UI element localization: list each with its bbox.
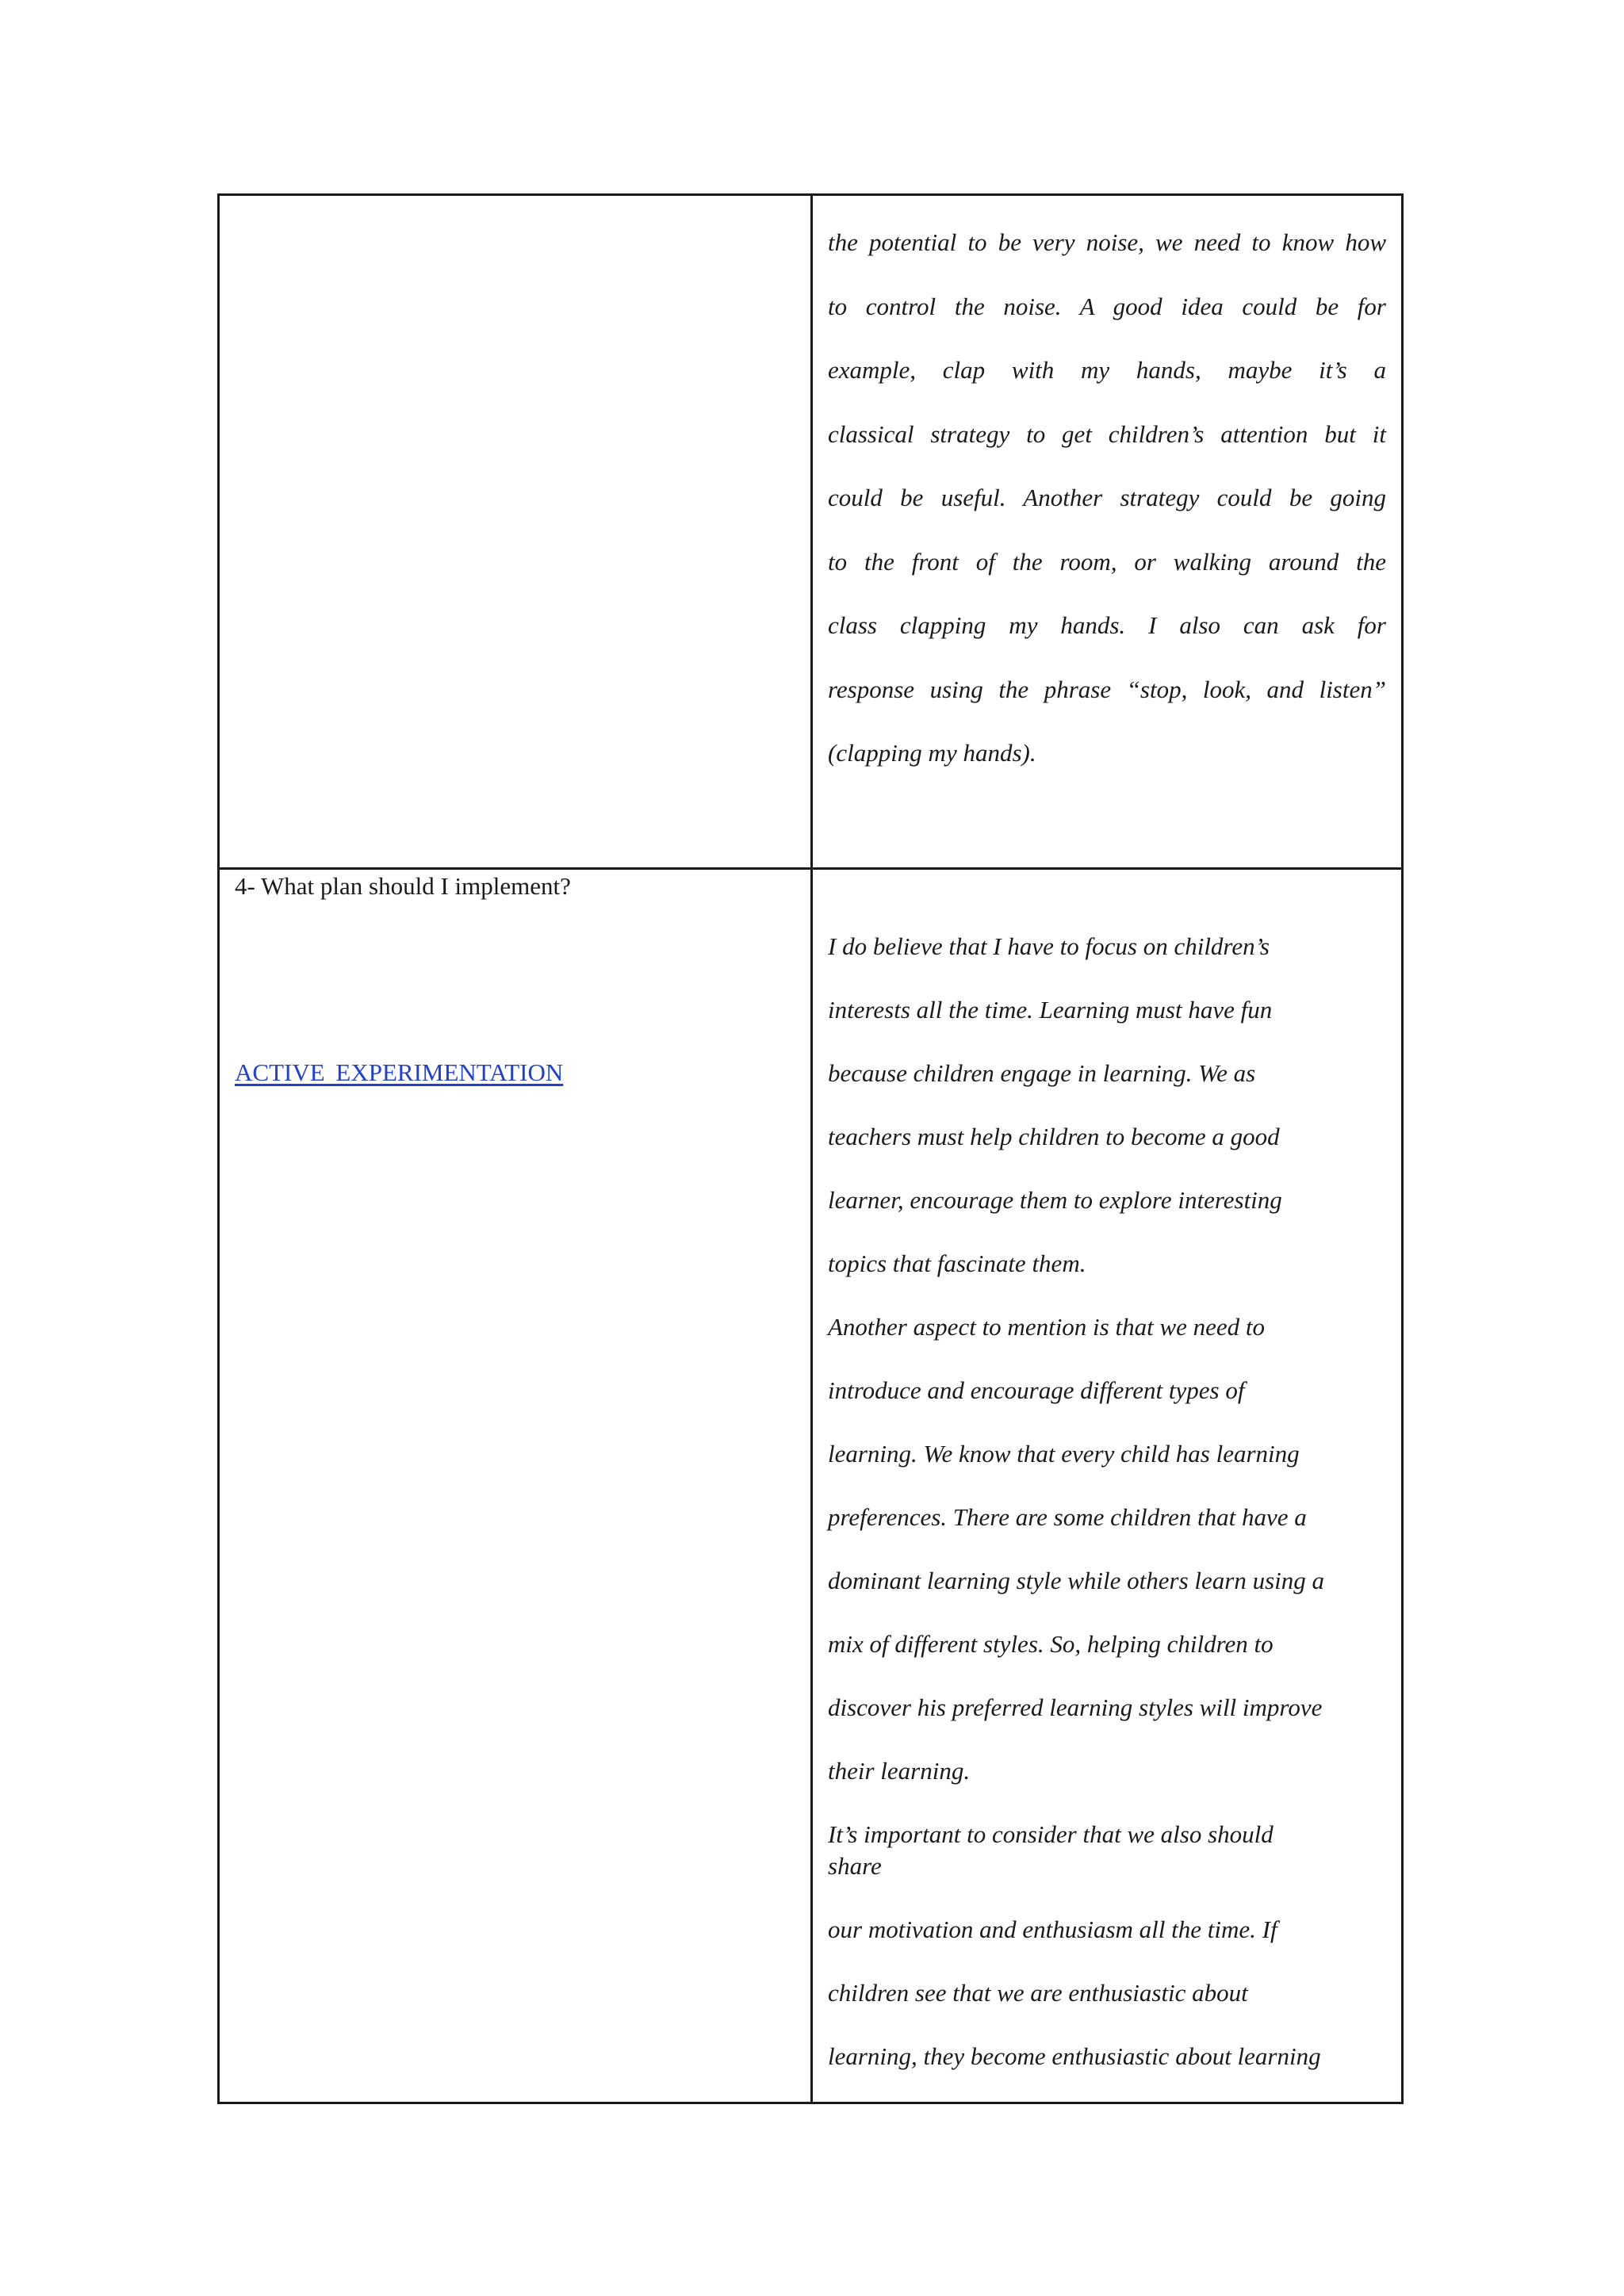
row2-right-line: Another aspect to mention is that we need to bbox=[828, 1313, 1266, 1341]
row2-right-line: mix of different styles. So, helping children to bbox=[828, 1630, 1274, 1658]
row1-right-line: example, clap with my hands, maybe it’s a bbox=[828, 356, 1386, 384]
row2-right-line: our motivation and enthusiasm all the time. If bbox=[828, 1915, 1277, 1943]
row2-right-line: introduce and encourage different types of bbox=[828, 1376, 1245, 1404]
row2-right-line: their learning. bbox=[828, 1757, 971, 1785]
question-heading: 4- What plan should I implement? bbox=[235, 872, 571, 900]
row2-right-line: children see that we are enthusiastic about bbox=[828, 1979, 1248, 2007]
row2-right-line: discover his preferred learning styles will improve bbox=[828, 1693, 1323, 1721]
row2-right-line: share bbox=[828, 1852, 882, 1880]
row2-right-line: I do believe that I have to focus on children’s bbox=[828, 932, 1270, 960]
row2-right-line: learning. We know that every child has learning bbox=[828, 1440, 1300, 1468]
table-row-divider bbox=[217, 867, 1404, 870]
row2-right-line: learner, encourage them to explore interesting bbox=[828, 1186, 1282, 1214]
row2-right-line: dominant learning style while others learn using a bbox=[828, 1567, 1324, 1594]
row2-right-line: interests all the time. Learning must have fun bbox=[828, 996, 1273, 1024]
row2-right-line: learning, they become enthusiastic about learning bbox=[828, 2042, 1321, 2070]
row1-right-line: to the front of the room, or walking around the bbox=[828, 548, 1386, 576]
table-column-divider bbox=[810, 193, 813, 2104]
row1-right-line: response using the phrase “stop, look, and listen” bbox=[828, 675, 1386, 703]
row1-right-line: the potential to be very noise, we need to know how bbox=[828, 228, 1386, 256]
active-experimentation-link[interactable]: ACTIVE EXPERIMENTATION bbox=[235, 1058, 564, 1086]
row1-right-line: to control the noise. A good idea could be for bbox=[828, 293, 1386, 320]
row1-right-line: class clapping my hands. I also can ask for bbox=[828, 611, 1386, 639]
row2-right-line: teachers must help children to become a good bbox=[828, 1123, 1280, 1150]
row1-right-line: (clapping my hands). bbox=[828, 739, 1036, 767]
row2-right-line: It’s important to consider that we also should bbox=[828, 1820, 1274, 1848]
row2-right-line: preferences. There are some children that have a bbox=[828, 1503, 1307, 1531]
row1-right-line: classical strategy to get children’s attention but it bbox=[828, 420, 1386, 448]
row2-right-line: because children engage in learning. We as bbox=[828, 1059, 1256, 1087]
row2-right-line: topics that fascinate them. bbox=[828, 1249, 1086, 1277]
row1-right-line: could be useful. Another strategy could be going bbox=[828, 484, 1386, 511]
